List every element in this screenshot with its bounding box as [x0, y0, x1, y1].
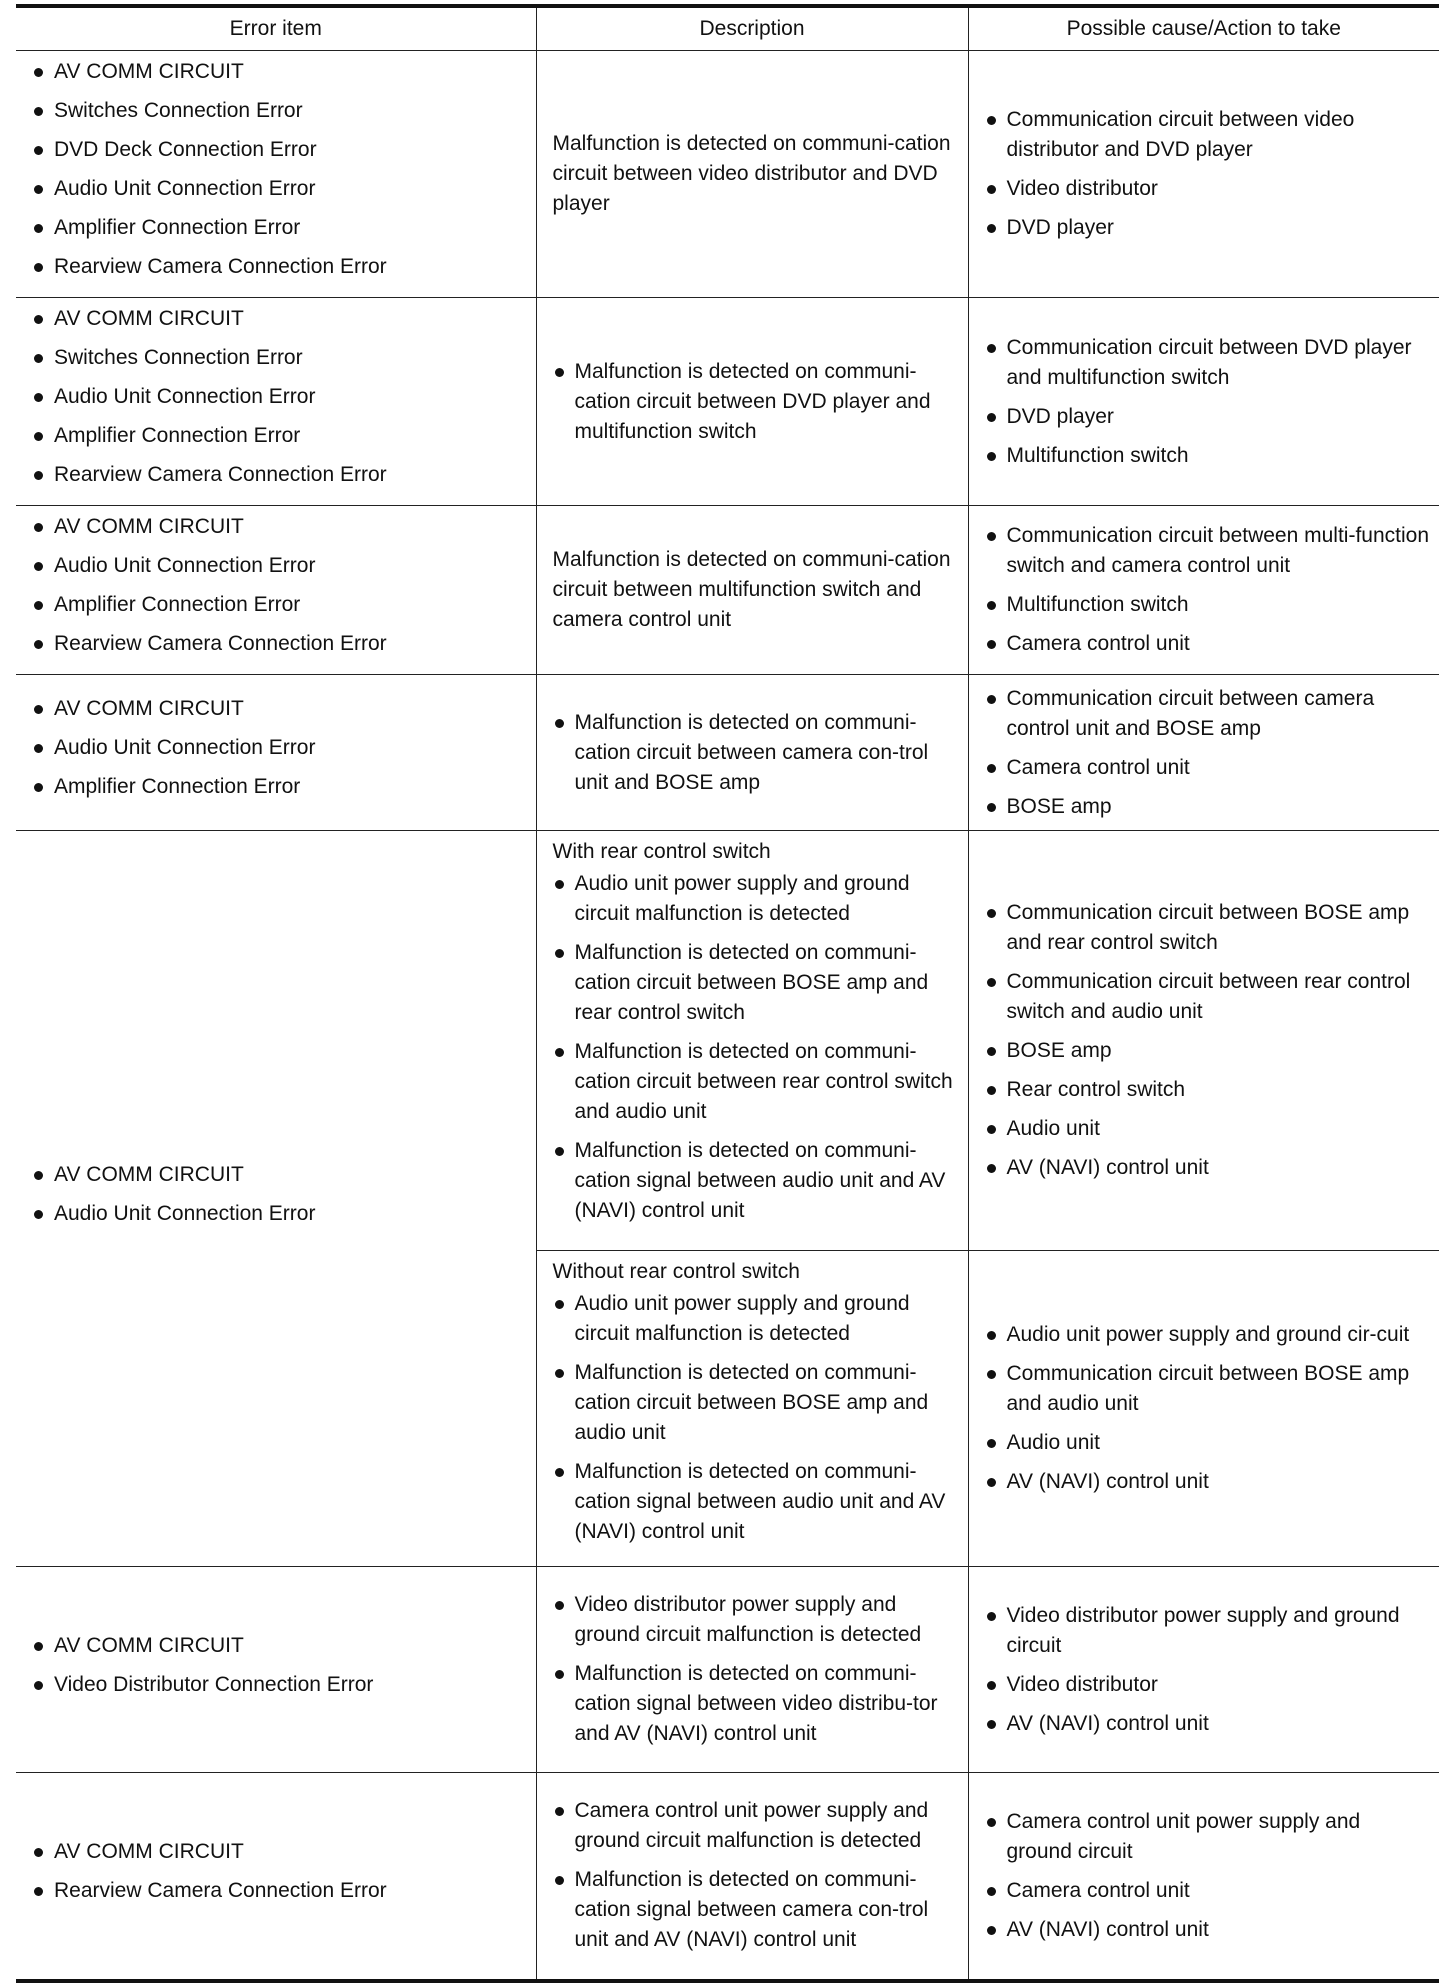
cause-item: Camera control unit [985, 1876, 1430, 1906]
cause-item: Multifunction switch [985, 441, 1430, 471]
description-item: Malfunction is detected on communi-cation signal between video distribu-tor and AV (NAVI) control unit [553, 1659, 958, 1749]
bullet-list [553, 708, 958, 798]
error-item: Rearview Camera Connection Error [32, 252, 526, 282]
bullet-list [553, 869, 958, 1226]
description-item: Video distributor power supply and ground circuit malfunction is detected [553, 1590, 958, 1650]
error-items-cell [16, 1773, 536, 1981]
error-item: Rearview Camera Connection Error [32, 1876, 526, 1906]
bullet-list [32, 1160, 526, 1229]
causes-cell [968, 1251, 1439, 1567]
table-row [16, 298, 1439, 506]
bullet-list [553, 1796, 958, 1955]
cause-item: Rear control switch [985, 1075, 1430, 1105]
description-item: Malfunction is detected on communi-cation signal between audio unit and AV (NAVI) control unit [553, 1136, 958, 1226]
cause-item: Audio unit [985, 1114, 1430, 1144]
cause-item: AV (NAVI) control unit [985, 1153, 1430, 1183]
causes-cell [968, 51, 1439, 298]
description-item: Malfunction is detected on communi-cation circuit between BOSE amp and rear control switch [553, 938, 958, 1028]
description-item: Malfunction is detected on communi-cation signal between camera con-trol unit and AV (NAVI) control unit [553, 1865, 958, 1955]
bullet-list [32, 1837, 526, 1906]
causes-cell [968, 298, 1439, 506]
bullet-list [553, 1590, 958, 1749]
error-item: AV COMM CIRCUIT [32, 694, 526, 724]
description-cell [536, 1773, 968, 1981]
table-row [16, 51, 1439, 298]
description-text: Malfunction is detected on communi-cation circuit between video distributor and DVD player [552, 132, 951, 215]
description-cell [536, 1567, 968, 1773]
description-cell [536, 675, 968, 831]
table-row [16, 1773, 1439, 1981]
error-item: AV COMM CIRCUIT [32, 1837, 526, 1867]
description-item: Malfunction is detected on communi-cation circuit between rear control switch and audio unit [553, 1037, 958, 1127]
bullet-list [32, 304, 526, 490]
cause-item: Communication circuit between BOSE amp and audio unit [985, 1359, 1430, 1419]
description-cell [536, 51, 968, 298]
cause-item: Communication circuit between multi-function switch and camera control unit [985, 521, 1430, 581]
causes-cell [968, 1773, 1439, 1981]
bullet-list [32, 512, 526, 659]
bullet-list [985, 684, 1430, 822]
bullet-list [985, 1807, 1430, 1945]
cause-item: Video distributor power supply and ground circuit [985, 1601, 1430, 1661]
cause-item: AV (NAVI) control unit [985, 1709, 1430, 1739]
error-item: Switches Connection Error [32, 343, 526, 373]
description-item: Camera control unit power supply and ground circuit malfunction is detected [553, 1796, 958, 1856]
table-row [16, 506, 1439, 675]
error-items-cell [16, 506, 536, 675]
causes-cell [968, 675, 1439, 831]
description-item: Malfunction is detected on communi-cation circuit between camera con-trol unit and BOSE amp [553, 708, 958, 798]
bullet-list [985, 105, 1430, 243]
error-item: Audio Unit Connection Error [32, 174, 526, 204]
error-table [16, 4, 1439, 1983]
error-item: Amplifier Connection Error [32, 772, 526, 802]
cause-item: Communication circuit between DVD player and multifunction switch [985, 333, 1430, 393]
table-row [16, 831, 1439, 1251]
error-item: AV COMM CIRCUIT [32, 1631, 526, 1661]
cause-item: DVD player [985, 213, 1430, 243]
error-items-cell [16, 298, 536, 506]
error-items-cell [16, 831, 536, 1567]
header-error-item: Error item [16, 6, 536, 51]
bullet-list [553, 1289, 958, 1547]
description-cell [536, 1251, 968, 1567]
header-possible-cause: Possible cause/Action to take [968, 6, 1439, 51]
cause-item: Video distributor [985, 174, 1430, 204]
causes-cell [968, 831, 1439, 1251]
error-item: Amplifier Connection Error [32, 213, 526, 243]
cause-item: Audio unit power supply and ground cir-cuit [985, 1320, 1430, 1350]
cause-item: AV (NAVI) control unit [985, 1915, 1430, 1945]
description-item: Audio unit power supply and ground circuit malfunction is detected [553, 1289, 958, 1349]
bullet-list [985, 1320, 1430, 1497]
cause-item: Multifunction switch [985, 590, 1430, 620]
cause-item: Communication circuit between video distributor and DVD player [985, 105, 1430, 165]
error-item: DVD Deck Connection Error [32, 135, 526, 165]
cause-item: Video distributor [985, 1670, 1430, 1700]
error-item: Audio Unit Connection Error [32, 382, 526, 412]
error-item: AV COMM CIRCUIT [32, 57, 526, 87]
cause-item: DVD player [985, 402, 1430, 432]
error-item: AV COMM CIRCUIT [32, 1160, 526, 1190]
cause-item: BOSE amp [985, 1036, 1430, 1066]
table-header-row [16, 6, 1439, 51]
cause-item: Camera control unit [985, 753, 1430, 783]
error-table-document [16, 4, 1440, 1952]
cause-item: Audio unit [985, 1428, 1430, 1458]
error-item: Audio Unit Connection Error [32, 551, 526, 581]
error-item: Rearview Camera Connection Error [32, 460, 526, 490]
error-item: Audio Unit Connection Error [32, 1199, 526, 1229]
description-cell [536, 298, 968, 506]
error-item: Amplifier Connection Error [32, 421, 526, 451]
cause-item: Communication circuit between BOSE amp and rear control switch [985, 898, 1430, 958]
table-row [16, 1567, 1439, 1773]
bullet-list [985, 898, 1430, 1183]
description-item: Malfunction is detected on communi-cation signal between audio unit and AV (NAVI) control unit [553, 1457, 958, 1547]
error-items-cell [16, 1567, 536, 1773]
bullet-list [32, 57, 526, 282]
cause-item: BOSE amp [985, 792, 1430, 822]
condition-label: With rear control switch [552, 840, 771, 863]
description-item: Malfunction is detected on communi-cation circuit between BOSE amp and audio unit [553, 1358, 958, 1448]
error-item: Switches Connection Error [32, 96, 526, 126]
header-description: Description [536, 6, 968, 51]
error-item: AV COMM CIRCUIT [32, 512, 526, 542]
cause-item: Camera control unit [985, 629, 1430, 659]
description-item: Audio unit power supply and ground circuit malfunction is detected [553, 869, 958, 929]
causes-cell [968, 1567, 1439, 1773]
error-item: Amplifier Connection Error [32, 590, 526, 620]
description-cell [536, 506, 968, 675]
condition-label: Without rear control switch [552, 1260, 800, 1283]
error-item: Audio Unit Connection Error [32, 733, 526, 763]
table-row [16, 675, 1439, 831]
bullet-list [985, 333, 1430, 471]
cause-item: Communication circuit between rear control switch and audio unit [985, 967, 1430, 1027]
cause-item: Camera control unit power supply and ground circuit [985, 1807, 1430, 1867]
bullet-list [985, 1601, 1430, 1739]
description-item: Malfunction is detected on communi-cation circuit between DVD player and multifunction switch [553, 357, 958, 447]
description-text: Malfunction is detected on communi-cation circuit between multifunction switch and camera control unit [552, 548, 951, 631]
error-item: AV COMM CIRCUIT [32, 304, 526, 334]
error-items-cell [16, 675, 536, 831]
bullet-list [32, 1631, 526, 1700]
causes-cell [968, 506, 1439, 675]
bullet-list [985, 521, 1430, 659]
error-item: Rearview Camera Connection Error [32, 629, 526, 659]
description-cell [536, 831, 968, 1251]
cause-item: AV (NAVI) control unit [985, 1467, 1430, 1497]
error-item: Video Distributor Connection Error [32, 1670, 526, 1700]
bullet-list [32, 694, 526, 802]
cause-item: Communication circuit between camera control unit and BOSE amp [985, 684, 1430, 744]
bullet-list [553, 357, 958, 447]
error-items-cell [16, 51, 536, 298]
